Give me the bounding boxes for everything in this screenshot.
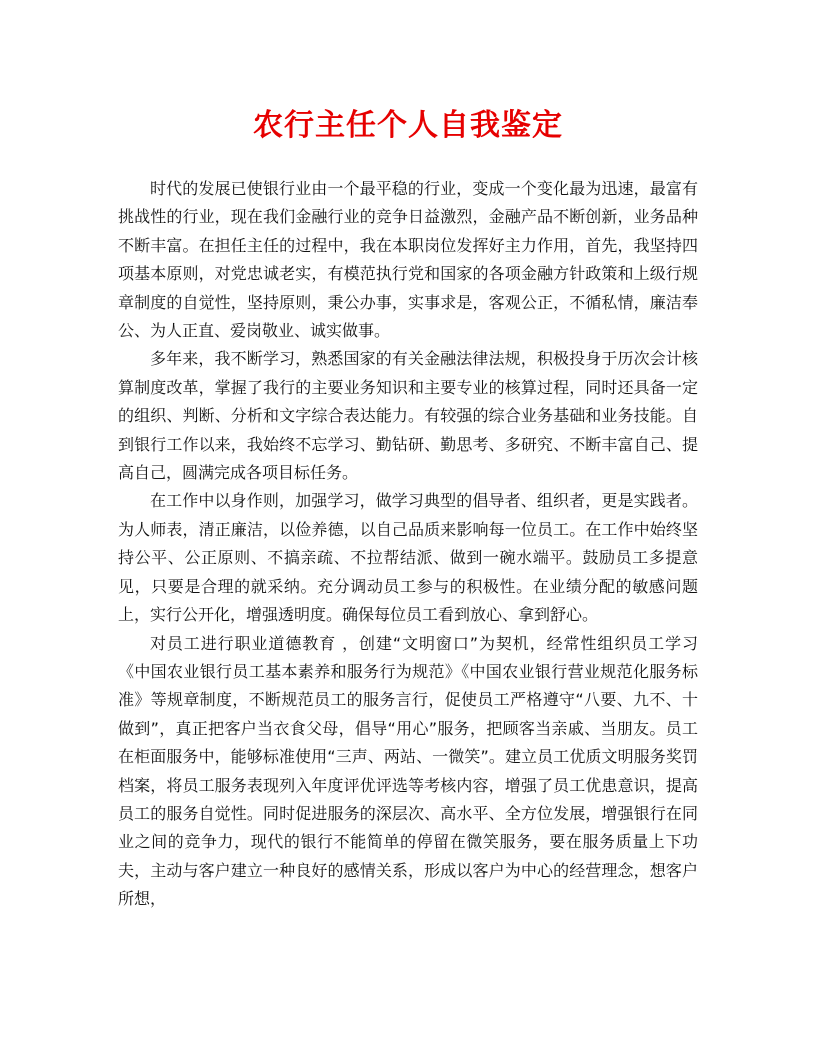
paragraph: 时代的发展已使银行业由一个最平稳的行业，变成一个变化最为迅速，最富有挑战性的行业，现在我们金融行业的竞争日益激烈，金融产品不断创新，业务品种不断丰富。在担任主任的过程中，我在本职岗位发挥好主力作用，首先，我坚持四项基本原则，对党忠诚老实，有模范执行党和国家的各项金融方针政策和上级行规章制度的自觉性，坚持原则，秉公办事，实事求是，客观公正，不循私情，廉洁奉公、为人正直、爱岗敬业、诚实做事。 <box>118 179 698 341</box>
paragraph: 对员工进行职业道德教育 ，创建“文明窗口”为契机，经常性组织员工学习《中国农业银行员工基本素养和服务行为规范》《中国农业银行营业规范化服务标准》等规章制度，不断规范员工的服务言行，促使员工严格遵守“八要、九不、十做到”，真正把客户当衣食父母，倡导“用心”服务，把顾客当亲戚、当朋友。员工在柜面服务中，能够标准使用“三声、两站、一微笑”。建立员工优质文明服务奖罚档案，将员工服务表现列入年度评优评选等考核内容，增强了员工优患意识，提高员工的服务自觉性。同时促进服务的深层次、高水平、全方位发展，增强银行在同业之间的竞争力，现代的银行不能简单的停留在微笑服务，要在服务质量上下功夫，主动与客户建立一种良好的感情关系，形成以客户为中心的经营理念，想客户所想， <box>118 633 698 909</box>
document-body <box>118 175 698 914</box>
paragraph: 在工作中以身作则，加强学习，做学习典型的倡导者、组织者，更是实践者。为人师表，清正廉洁，以俭养德，以自己品质来影响每一位员工。在工作中始终坚持公平、公正原则、不搞亲疏、不拉帮结派、做到一碗水端平。鼓励员工多提意见，只要是合理的就采纳。充分调动员工参与的积极性。在业绩分配的敏感问题上，实行公开化，增强透明度。确保每位员工看到放心、拿到舒心。 <box>118 491 698 625</box>
paragraph: 多年来，我不断学习，熟悉国家的有关金融法律法规，积极投身于历次会计核算制度改革，掌握了我行的主要业务知识和主要专业的核算过程，同时还具备一定的组织、判断、分析和文字综合表达能力。有较强的综合业务基础和业务技能。自到银行工作以来，我始终不忘学习、勤钻研、勤思考、多研究、不断丰富自己、提高自己，圆满完成各项目标任务。 <box>118 349 698 483</box>
document-title: 农行主任个人自我鉴定 <box>253 108 563 143</box>
